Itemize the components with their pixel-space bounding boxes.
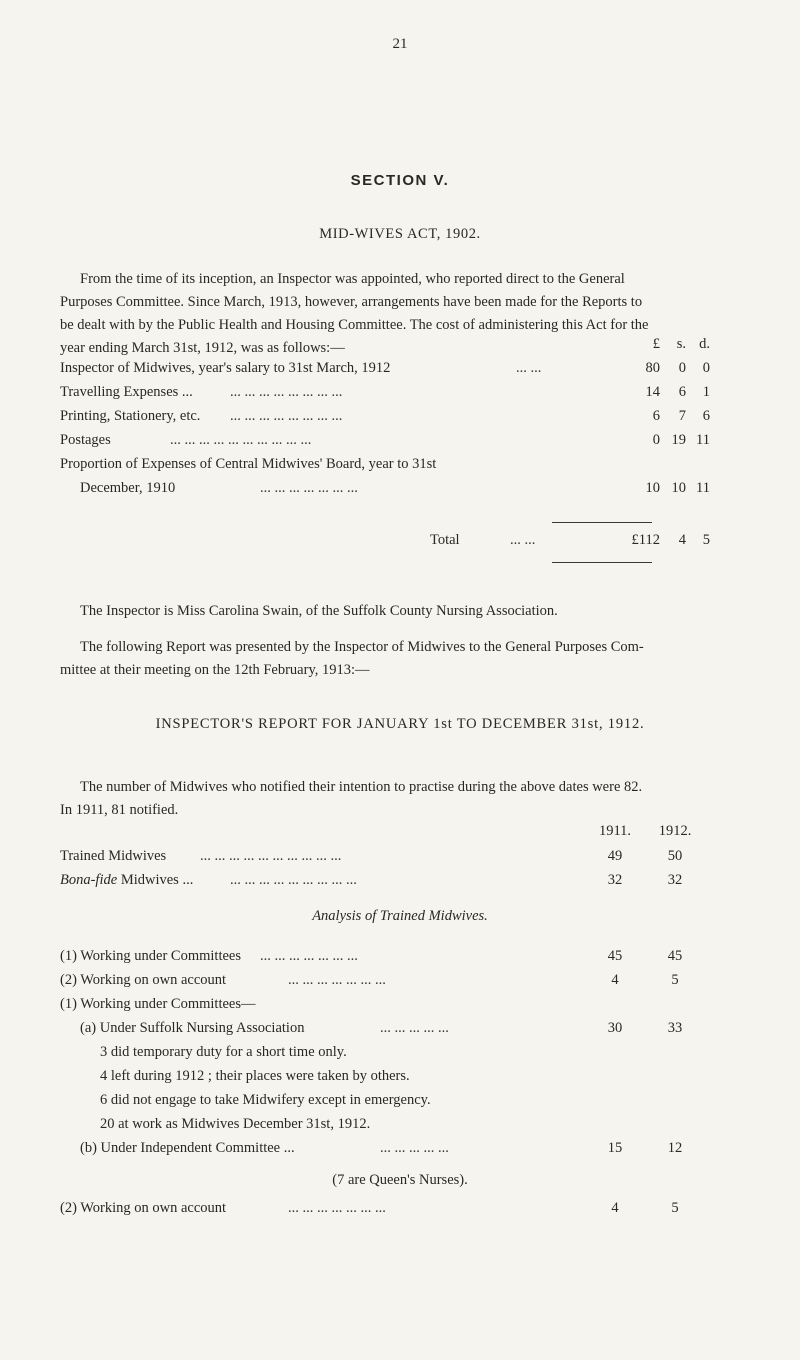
note-text: 6 did not engage to take Midwifery except in emergency. — [100, 1092, 431, 1108]
midwives-1911: 49 — [607, 848, 623, 864]
analysis-1912: 12 — [667, 1140, 683, 1156]
expense-shillings: 19 — [671, 432, 686, 448]
expenses-header — [60, 336, 760, 358]
pence-header: d. — [699, 336, 710, 352]
analysis-note — [60, 1068, 760, 1090]
analysis-row — [60, 1200, 760, 1222]
analysis-label: (b) Under Independent Committee ... — [80, 1140, 295, 1156]
inspector-line: The Inspector is Miss Carolina Swain, of the Suffolk County Nursing Association. — [80, 603, 558, 619]
expense-row — [60, 360, 760, 382]
note-text: 4 left during 1912 ; their places were taken by others. — [100, 1068, 410, 1084]
analysis-1911: 4 — [611, 972, 619, 988]
analysis-label: (2) Working on own account — [60, 1200, 227, 1216]
expense-shillings: 10 — [671, 480, 686, 496]
total-row — [60, 532, 760, 554]
analysis-label: (a) Under Suffolk Nursing Association — [80, 1020, 305, 1036]
analysis-label: (1) Working under Committees— — [60, 996, 256, 1012]
total-shillings: 4 — [678, 532, 686, 548]
leader-dots: ... ... ... ... ... ... ... — [288, 1200, 386, 1216]
total-pounds: £112 — [631, 532, 660, 548]
expense-label: Printing, Stationery, etc. — [60, 408, 201, 424]
analysis-row — [60, 972, 760, 994]
analysis-note — [60, 1092, 760, 1114]
intro-line-3: be dealt with by the Public Health and Housing Committee. The cost of administering this Act for the — [60, 317, 649, 333]
midwives-label: Bona-fide Midwives ... — [60, 872, 194, 888]
midwives-1911: 32 — [607, 872, 623, 888]
report-paragraph — [60, 636, 740, 682]
inspector-paragraph — [60, 600, 740, 623]
pounds-header: £ — [652, 336, 660, 352]
analysis-1911: 45 — [607, 948, 623, 964]
analysis-1911: 4 — [611, 1200, 619, 1216]
expense-shillings: 0 — [678, 360, 686, 376]
analysis-1911: 15 — [607, 1140, 623, 1156]
leader-dots: ... ... ... ... ... ... ... ... ... ... — [170, 432, 312, 448]
midwives-1912: 50 — [667, 848, 683, 864]
leader-dots: ... ... ... ... ... — [380, 1020, 449, 1036]
intro-line-4: year ending March 31st, 1912, was as follows:— — [60, 340, 345, 356]
leader-dots: ... ... ... ... ... ... ... ... — [230, 408, 343, 424]
midwives-row — [60, 872, 760, 894]
intro-line-2: Purposes Committee. Since March, 1913, however, arrangements have been made for the Reports to — [60, 294, 643, 310]
analysis-1912: 45 — [667, 948, 683, 964]
notified-paragraph — [60, 776, 740, 822]
expense-shillings: 6 — [678, 384, 686, 400]
expense-pounds: 6 — [652, 408, 660, 424]
expense-row — [60, 432, 760, 454]
analysis-row — [60, 1140, 760, 1162]
expense-pounds: 0 — [652, 432, 660, 448]
analysis-label: (1) Working under Committees — [60, 948, 241, 964]
expense-row — [60, 456, 760, 478]
expense-pounds: 14 — [645, 384, 660, 400]
midwives-label: Trained Midwives — [60, 848, 167, 864]
leader-dots: ... ... ... ... ... ... ... — [260, 480, 358, 496]
shillings-header: s. — [676, 336, 686, 352]
expense-label: Inspector of Midwives, year's salary to 31st March, 1912 — [60, 360, 391, 376]
analysis-label: (2) Working on own account — [60, 972, 227, 988]
midwives-row — [60, 848, 760, 870]
note-text: 3 did temporary duty for a short time only. — [100, 1044, 347, 1060]
analysis-row — [60, 1020, 760, 1042]
expense-pence: 11 — [696, 480, 710, 496]
notified-line-1: The number of Midwives who notified their intention to practise during the above dates were 82. — [80, 779, 643, 795]
page-number: 21 — [392, 36, 408, 52]
year-header-1912: 1912. — [658, 823, 692, 839]
report-line-1: The following Report was presented by the Inspector of Midwives to the General Purposes Com- — [80, 639, 644, 655]
expense-row — [60, 384, 760, 406]
expense-label: Travelling Expenses ... — [60, 384, 193, 400]
expense-pounds: 10 — [645, 480, 660, 496]
intro-line-1: From the time of its inception, an Inspector was appointed, who reported direct to the General — [80, 271, 625, 287]
leader-dots: ... ... ... ... ... ... ... — [288, 972, 386, 988]
expense-row — [60, 408, 760, 430]
expense-label: Proportion of Expenses of Central Midwives' Board, year to 31st — [60, 456, 437, 472]
leader-dots: ... ... ... ... ... — [380, 1140, 449, 1156]
total-pence: 5 — [702, 532, 710, 548]
analysis-note — [60, 1116, 760, 1138]
analysis-1911: 30 — [607, 1020, 623, 1036]
leader-dots: ... ... ... ... ... ... ... ... ... — [230, 872, 357, 888]
expense-row — [60, 480, 760, 502]
analysis-1912: 5 — [671, 1200, 679, 1216]
analysis-1912: 33 — [667, 1020, 683, 1036]
leader-dots: ... ... — [510, 532, 536, 548]
expense-pence: 11 — [696, 432, 710, 448]
leader-dots: ... ... ... ... ... ... ... ... ... ... — [200, 848, 342, 864]
analysis-row — [60, 948, 760, 970]
section-title: SECTION V. — [350, 172, 450, 189]
year-header-1911: 1911. — [598, 823, 632, 839]
total-rule-top — [552, 522, 652, 523]
notified-line-2: In 1911, 81 notified. — [60, 802, 179, 818]
act-title: MID-WIVES ACT, 1902. — [319, 226, 481, 242]
analysis-note — [60, 1044, 760, 1066]
expense-label: December, 1910 — [80, 480, 176, 496]
queens-nurses-note: (7 are Queen's Nurses). — [332, 1172, 468, 1188]
year-headers — [60, 823, 760, 845]
analysis-row — [60, 996, 760, 1018]
expense-pence: 1 — [702, 384, 710, 400]
midwives-1912: 32 — [667, 872, 683, 888]
analysis-1912: 5 — [671, 972, 679, 988]
expense-pounds: 80 — [645, 360, 660, 376]
expense-pence: 0 — [702, 360, 710, 376]
total-rule-bottom — [552, 562, 652, 563]
report-line-2: mittee at their meeting on the 12th February, 1913:— — [60, 662, 370, 678]
analysis-title: Analysis of Trained Midwives. — [312, 908, 488, 924]
note-text: 20 at work as Midwives December 31st, 1912. — [100, 1116, 371, 1132]
expense-shillings: 7 — [678, 408, 686, 424]
leader-dots: ... ... — [516, 360, 542, 376]
total-label: Total — [430, 532, 460, 548]
expense-label: Postages — [60, 432, 111, 448]
expense-pence: 6 — [702, 408, 710, 424]
leader-dots: ... ... ... ... ... ... ... — [260, 948, 358, 964]
leader-dots: ... ... ... ... ... ... ... ... — [230, 384, 343, 400]
report-title: INSPECTOR'S REPORT FOR JANUARY 1st TO DECEMBER 31st, 1912. — [155, 716, 645, 732]
